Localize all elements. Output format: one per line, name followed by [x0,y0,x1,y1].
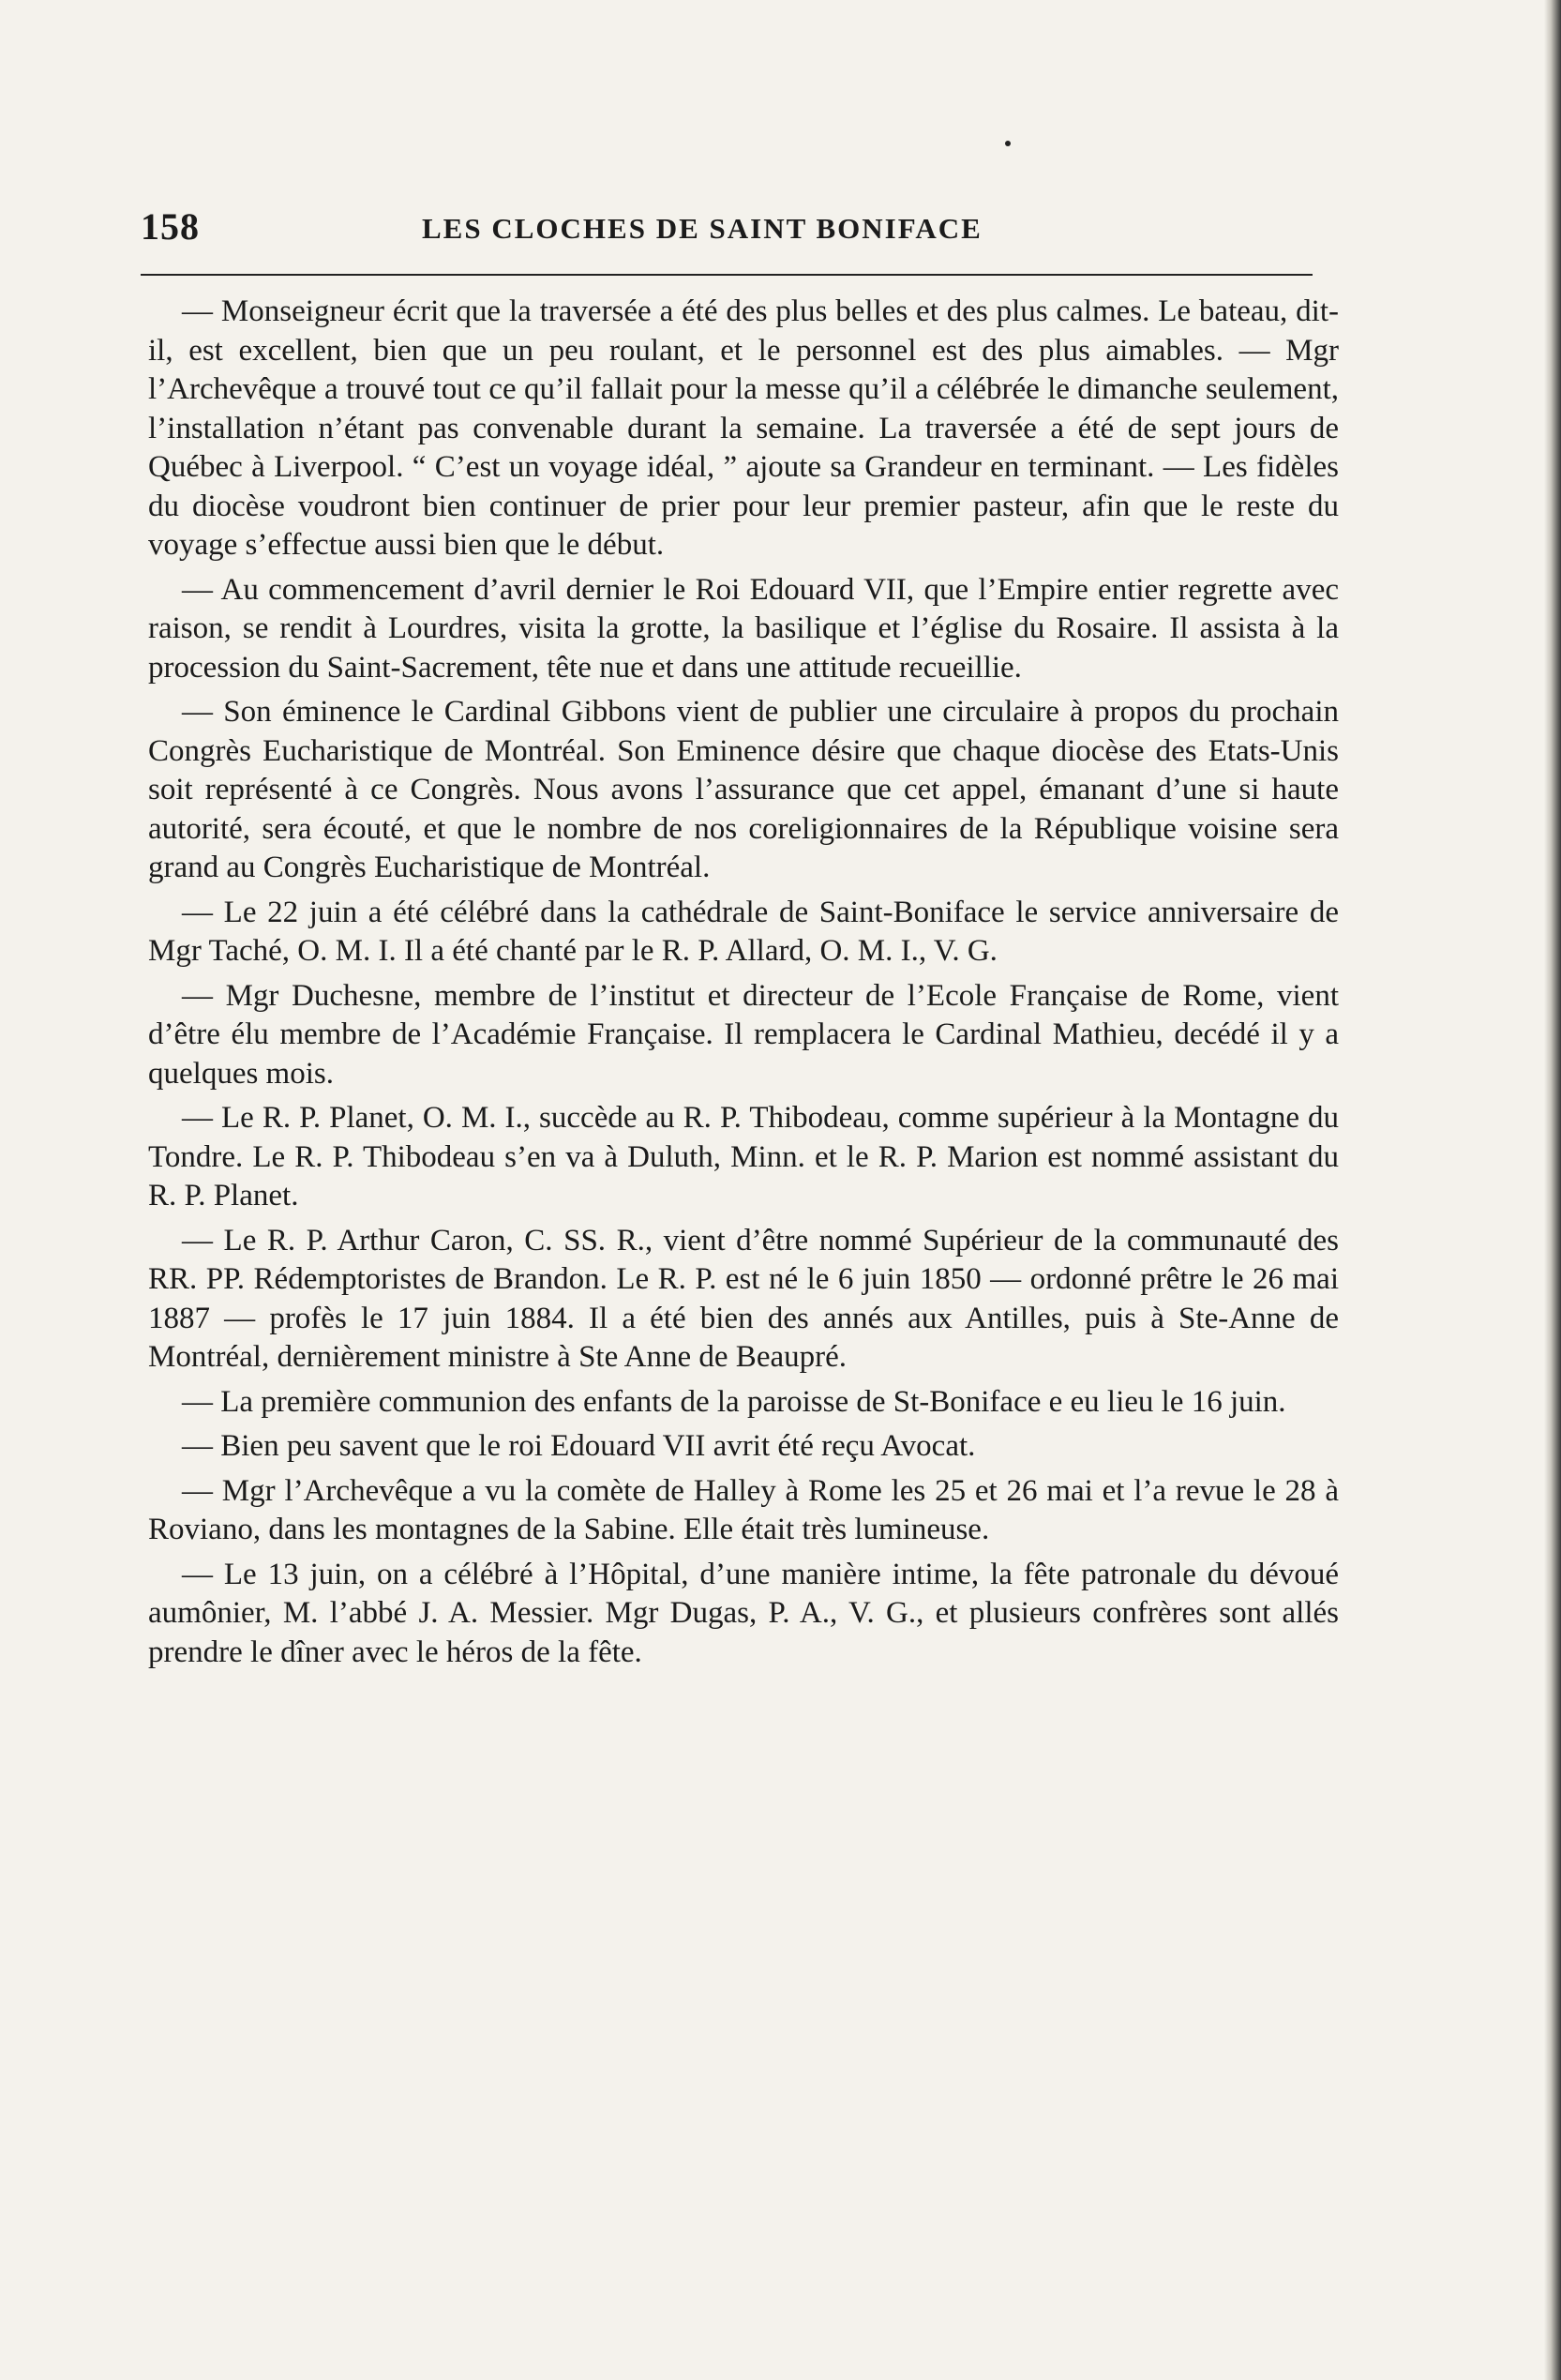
paragraph-premiere-communion: — La première communion des enfants de la paroisse de St-Boniface e eu lieu le 16 juin. [182,1384,1286,1419]
paragraph-rp-caron: — Le R. P. Arthur Caron, C. SS. R., vient d’être nommé Supérieur de la communauté des RR. PP. Rédemptoristes de Brandon. Le R. P. est né le 6 juin 1850 — ordonné prêtre le 26 mai 1887 — profès le 17 juin 1884. Il a été bien des annés aux Antilles, puis à Ste-Anne de Montréal, dernièrement ministre à Ste Anne de Beaupré. [148,1223,1339,1374]
paragraph-traversee: — Monseigneur écrit que la traversée a été des plus belles et des plus calmes. Le bateau, dit-il, est excellent, bien que un peu roulant, et le personnel est des plus aimables. — Mgr l’Archevêque a trouvé tout ce qu’il fallait pour la messe qu’il a célébrée le dimanche seulement, l’installation n’étant pas convenable durant la semaine. La traversée a été de sept jours de Québec à Liverpool. “ C’est un voyage idéal, ” ajoute sa Grandeur en terminant. — Les fidèles du diocèse voudront bien continuer de prier pour leur premier pasteur, afin que le reste du voyage s’effectue aussi bien que le début. [148,294,1339,562]
page-number: 158 [141,205,200,248]
running-title: LES CLOCHES DE SAINT BONIFACE [422,212,983,245]
paragraph-comete-halley: — Mgr l’Archevêque a vu la comète de Halley à Rome les 25 et 26 mai et l’a revue le 28 à Roviano, dans les montagnes de la Sabine. Elle était très lumineuse. [148,1473,1339,1546]
paragraph-mgr-tache: — Le 22 juin a été célébré dans la cathédrale de Saint-Boniface le service anniversaire de Mgr Taché, O. M. I. Il a été chanté par le R. P. Allard, O. M. I., V. G. [148,895,1339,968]
paragraph-mgr-duchesne: — Mgr Duchesne, membre de l’institut et directeur de l’Ecole Française de Rome, vient d’être élu membre de l’Académie Française. Il remplacera le Cardinal Mathieu, decédé il y a quelques mois. [148,978,1339,1091]
body-text [148,293,1339,1678]
paragraph-rp-planet: — Le R. P. Planet, O. M. I., succède au R. P. Thibodeau, comme supérieur à la Montagne du Tondre. Le R. P. Thibodeau s’en va à Duluth, Minn. et le R. P. Marion est nommé assistant du R. P. Planet. [148,1101,1339,1213]
paragraph-roi-edouard-lourdes: — Au commencement d’avril dernier le Roi Edouard VII, que l’Empire entier regrette avec raison, se rendit à Lourdres, visita la grotte, la basilique et l’église du Rosaire. Il assista à la procession du Saint-Sacrement, tête nue et dans une attitude recueillie. [148,572,1339,685]
paragraph-fete-patronale: — Le 13 juin, on a célébré à l’Hôpital, d’une manière intime, la fête patronale du dévoué aumônier, M. l’abbé J. A. Messier. Mgr Dugas, P. A., V. G., et plusieurs confrères sont allés prendre le dîner avec le héros de la fête. [148,1557,1339,1669]
page-header [141,204,1313,261]
page-edge-shadow [1544,0,1561,2380]
header-rule [141,274,1313,276]
paragraph-avocat: — Bien peu savent que le roi Edouard VII avrit été reçu Avocat. [182,1429,976,1463]
ink-speck [1005,141,1011,146]
paragraph-cardinal-gibbons: — Son éminence le Cardinal Gibbons vient de publier une circulaire à propos du prochain Congrès Eucharistique de Montréal. Son Eminence désire que chaque diocèse des Etats-Unis soit représenté à ce Congrès. Nous avons l’assurance que cet appel, émanant d’une si haute autorité, sera écouté, et que le nombre de nos coreligionnaires de la République voisine sera grand au Congrès Eucharistique de Montréal. [148,695,1339,884]
